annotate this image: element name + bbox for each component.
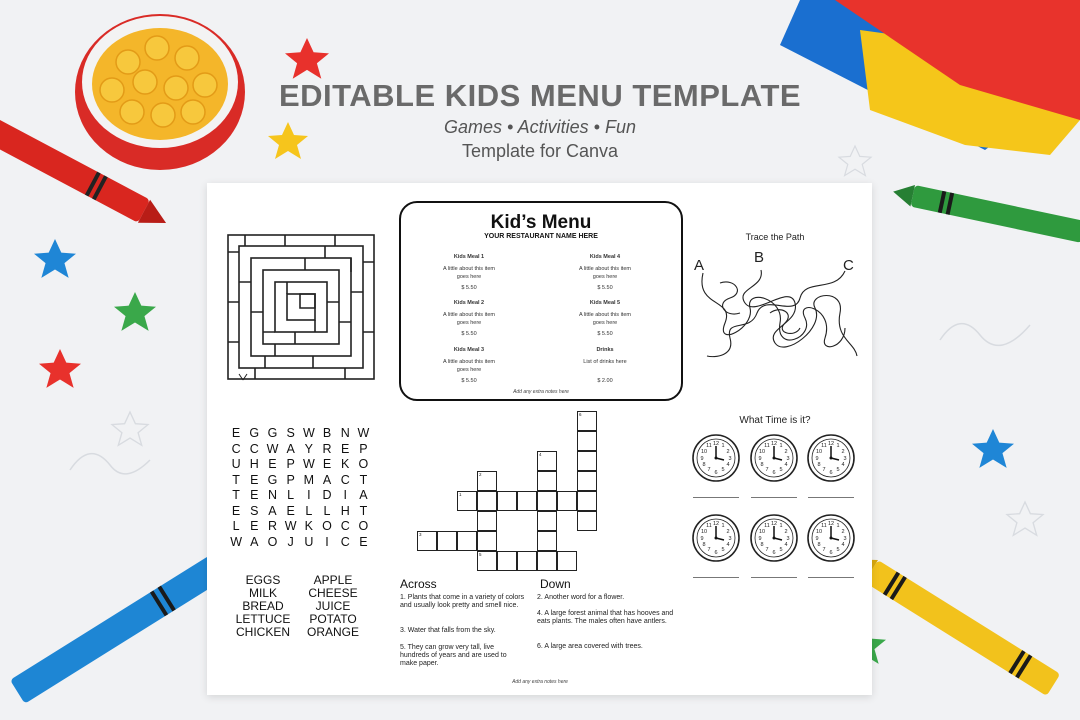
crossword-cell[interactable] [497, 551, 517, 571]
ws-letter: U [304, 534, 314, 549]
word-list-item: CHICKEN [235, 625, 290, 639]
clock-icon [808, 435, 854, 481]
ws-letter: W [284, 519, 297, 533]
word-list-item: EGGS [245, 573, 281, 587]
crossword-cell[interactable] [577, 491, 597, 511]
tangled-paths-image [695, 268, 865, 363]
green-crayon-image [891, 181, 1080, 243]
ws-letter: E [322, 457, 332, 471]
ws-letter: C [340, 519, 350, 533]
crossword-number: 3 [419, 532, 422, 537]
yellow-crayon-image [846, 548, 1061, 696]
word-list-left [228, 574, 298, 639]
ws-letter: S [250, 503, 259, 518]
ws-letter: E [250, 519, 259, 533]
ws-letter: L [305, 503, 313, 518]
crossword-cell[interactable] [557, 551, 577, 571]
ws-letter: K [304, 519, 314, 533]
clock-icon [751, 435, 797, 481]
ws-letter: N [340, 426, 350, 440]
word-search-grid [227, 426, 373, 550]
word-search-row [227, 457, 373, 473]
clock-icon [751, 515, 797, 561]
ws-letter: T [359, 472, 368, 487]
menu-item: Kids Meal 1 A little about this item goes here $ 5.50 [443, 254, 495, 291]
word-list-item: APPLE [313, 573, 353, 587]
word-list-item: POTATO [309, 612, 357, 626]
word-list-item: ORANGE [306, 625, 359, 639]
clock-title: What Time is it? [739, 415, 811, 426]
ws-letter: P [286, 457, 295, 471]
ws-letter: K [341, 457, 350, 471]
ws-letter: A [250, 534, 259, 549]
ws-letter: W [230, 534, 242, 549]
crossword-number: 1 [459, 492, 462, 497]
maze-image [225, 232, 377, 382]
ws-letter: H [249, 457, 259, 471]
across-heading: Across [400, 577, 437, 591]
menu-item: Drinks List of drinks here $ 2.00 [583, 347, 627, 384]
word-search-row [227, 504, 373, 520]
crossword-cell[interactable] [577, 411, 597, 431]
word-search-row [227, 535, 373, 551]
down-clue: 6. A large area covered with trees. [537, 643, 643, 650]
clock-answer-line[interactable] [693, 497, 739, 498]
ws-letter: O [358, 457, 369, 471]
ws-letter: R [267, 519, 277, 533]
crossword-cell[interactable] [577, 451, 597, 471]
crossword-cell[interactable] [537, 451, 557, 471]
ws-letter: L [232, 519, 240, 533]
page-tagline: Template for Canva [461, 141, 619, 161]
clock-icon [693, 435, 739, 481]
trace-letter-b: B [754, 249, 765, 266]
trace-title: Trace the Path [745, 232, 805, 242]
crossword-cell[interactable] [437, 531, 457, 551]
ws-letter: R [322, 441, 332, 456]
crossword-cell[interactable] [477, 551, 497, 571]
down-clue: 2. Another word for a flower. [537, 594, 625, 601]
page-title: EDITABLE KIDS MENU TEMPLATE [278, 78, 802, 113]
ws-letter: A [322, 472, 332, 487]
ws-letter: E [341, 441, 350, 456]
crossword-number: 5 [479, 552, 482, 557]
ws-letter: S [286, 426, 295, 440]
ws-letter: A [359, 488, 368, 502]
crossword-cell[interactable] [517, 551, 537, 571]
ws-letter: T [359, 503, 368, 518]
across-clue: 5. They can grow very tall, live hundreds of years and are used to make paper. [400, 644, 507, 667]
crossword-cell[interactable] [457, 491, 477, 511]
word-list-item: MILK [248, 586, 277, 600]
menu-title: Kid’s Menu [490, 212, 592, 233]
crossword-cell[interactable] [537, 491, 557, 511]
ws-letter: Y [304, 441, 314, 456]
ws-letter: J [287, 534, 294, 549]
word-search-row [227, 473, 373, 489]
trace-letter-a: A [694, 257, 705, 274]
across-clue: 3. Water that falls from the sky. [400, 627, 496, 634]
ws-letter: E [359, 534, 368, 549]
clock-answer-line[interactable] [808, 497, 854, 498]
ws-letter: O [358, 519, 369, 533]
ws-letter: H [340, 503, 350, 518]
clock-icon [693, 515, 739, 561]
ws-letter: W [357, 426, 370, 440]
crossword-cell[interactable] [477, 491, 497, 511]
crossword-cell[interactable] [457, 531, 477, 551]
crossword-cell[interactable] [537, 551, 557, 571]
clock-answer-line[interactable] [808, 577, 854, 578]
ws-letter: L [287, 488, 295, 502]
crossword-cell[interactable] [417, 531, 437, 551]
ws-letter: C [340, 534, 350, 549]
ws-letter: E [231, 426, 241, 440]
ws-letter: L [323, 503, 331, 518]
crossword-cell[interactable] [537, 471, 557, 491]
ws-letter: U [231, 457, 241, 471]
ws-letter: A [268, 503, 277, 518]
ws-letter: N [267, 488, 277, 502]
clock-answer-line[interactable] [751, 497, 797, 498]
ws-letter: E [286, 503, 295, 518]
ws-letter: E [250, 472, 259, 487]
word-list-right [298, 574, 368, 639]
restaurant-name: YOUR RESTAURANT NAME HERE [484, 233, 598, 240]
crossword-cell[interactable] [537, 531, 557, 551]
crossword-cell[interactable] [517, 491, 537, 511]
crossword-number: 6 [579, 412, 582, 417]
ws-letter: E [250, 488, 259, 502]
crossword-cell[interactable] [537, 511, 557, 531]
ws-letter: T [232, 488, 240, 502]
menu-note: Add any extra notes here [513, 389, 569, 395]
ws-letter: O [322, 519, 332, 533]
ws-letter: G [267, 472, 278, 487]
ws-letter: G [249, 426, 260, 440]
down-heading: Down [540, 577, 571, 591]
crossword-cell[interactable] [577, 431, 597, 451]
ws-letter: P [359, 441, 368, 456]
word-search-row [227, 442, 373, 458]
menu-item: Kids Meal 4 A little about this item goes here $ 5.50 [579, 254, 631, 291]
crossword-number: 2 [479, 472, 482, 477]
ws-letter: O [267, 534, 278, 549]
word-search-row [227, 519, 373, 535]
clock-icon [808, 515, 854, 561]
ws-letter: I [307, 488, 311, 502]
word-search-row [227, 488, 373, 504]
ws-letter: C [340, 472, 350, 487]
clock-faces: 345 6 [688, 430, 860, 570]
ws-letter: I [325, 534, 329, 549]
word-search-row [227, 426, 373, 442]
menu-item: Kids Meal 3 A little about this item goes here $ 5.50 [443, 347, 495, 384]
ws-letter: E [231, 503, 241, 518]
word-list-item: BREAD [242, 599, 284, 613]
clock-answer-line[interactable] [751, 577, 797, 578]
across-clue: 1. Plants that come in a variety of colors and usually look pretty and smell nice. [400, 594, 525, 609]
ws-letter: C [249, 441, 259, 456]
crossword-cell[interactable] [477, 471, 497, 491]
sheet-note: Add any extra notes here [512, 679, 568, 685]
ws-letter: I [343, 488, 347, 502]
trace-letter-c: C [843, 257, 854, 274]
crossword-cell[interactable] [477, 511, 497, 531]
crossword-cell[interactable] [477, 531, 497, 551]
word-list-item: JUICE [315, 599, 351, 613]
ws-letter: A [286, 441, 295, 456]
ws-letter: W [302, 426, 315, 440]
ws-letter: E [268, 457, 277, 471]
crossword-cell[interactable] [577, 471, 597, 491]
ws-letter: B [322, 426, 332, 440]
crossword-cell[interactable] [557, 491, 577, 511]
ws-letter: W [302, 457, 315, 471]
ws-letter: G [267, 426, 278, 440]
ws-letter: M [303, 472, 315, 487]
ws-letter: W [266, 441, 279, 456]
menu-item: Kids Meal 2 A little about this item goes here $ 5.50 [443, 300, 495, 337]
word-list-item: CHEESE [308, 586, 358, 600]
down-clue: 4. A large forest animal that has hooves and eats plants. The males often have antlers. [537, 610, 674, 625]
crossword-cell[interactable] [577, 511, 597, 531]
page-subtitle: Games • Activities • Fun [444, 117, 636, 137]
ws-letter: T [232, 472, 240, 487]
ws-letter: D [322, 488, 332, 502]
menu-item: Kids Meal 5 A little about this item goes here $ 5.50 [579, 300, 631, 337]
crossword-number: 4 [539, 452, 542, 457]
clock-answer-line[interactable] [693, 577, 739, 578]
word-list-item: LETTUCE [235, 612, 291, 626]
crossword-cell[interactable] [497, 491, 517, 511]
ws-letter: C [231, 441, 241, 456]
ws-letter: P [286, 472, 295, 487]
